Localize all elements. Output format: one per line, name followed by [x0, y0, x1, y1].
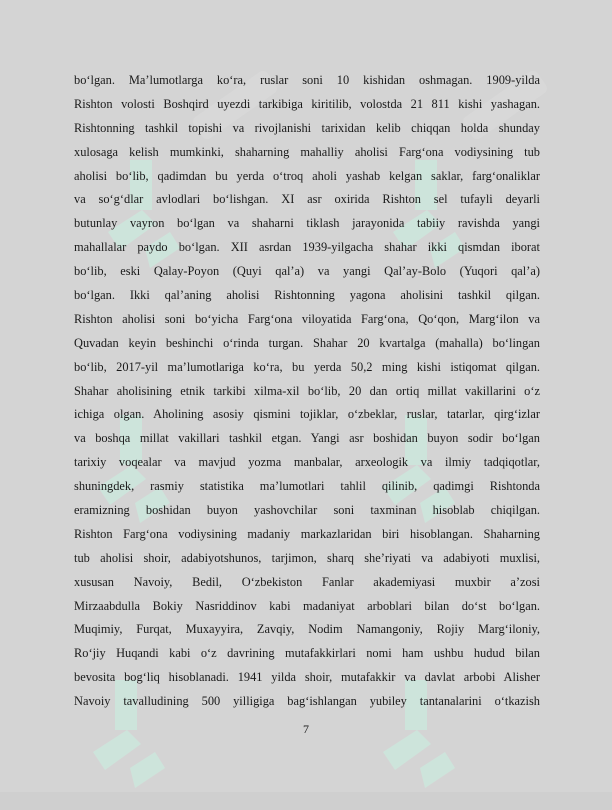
- text-line: bo‘lgan. Ma’lumotlarga ko‘ra, ruslar soni 10 kishidan oshmagan. 1909-yilda: [74, 73, 540, 87]
- text-line: xulosaga kelish mumkinki, shaharning mahalliy aholisi Farg‘ona vodiysining tub: [74, 144, 540, 159]
- text-line: Mirzaabdulla Bokiy Nasriddinov kabi madaniyat arboblari bilan do‘st bo‘lgan.: [74, 598, 540, 613]
- text-line: eramizning boshidan buyon yashovchilar soni taxminan hisoblab chiqilgan.: [74, 503, 540, 518]
- text-line: va so‘g‘dlar avlodlari bo‘lishgan. XI asr oxirida Rishton sel tufayli deyarli: [74, 192, 540, 207]
- text-line: Ro‘jiy Huqandi kabi o‘z davrining mutafakkirlari nomi ham ushbu hudud bilan: [74, 646, 540, 661]
- text-line: tub aholisi shoir, adabiyotshunos, tarjimon, sharq she’riyati va adabiyoti muxlisi,: [74, 550, 540, 565]
- text-line: Navoiy tavalludining 500 yilligiga bag‘ishlangan yubiley tantanalarini o‘tkazish: [74, 694, 540, 709]
- text-line: mahallalar paydo bo‘lgan. XII asrdan 1939-yilgacha shahar ikki qismdan iborat: [74, 240, 540, 255]
- body-text: [74, 69, 540, 714]
- text-line: bo‘lib, 2017-yil ma’lumotlariga ko‘ra, bu yerda 50,2 ming kishi istiqomat qilgan.: [74, 359, 540, 374]
- text-line: Rishton volosti Boshqird uyezdi tarkibiga kiritilib, volostda 21 811 kishi yashagan.: [74, 96, 540, 111]
- text-line: ichiga olgan. Aholining asosiy qismini tojiklar, o‘zbeklar, ruslar, tatarlar, qirg‘izlar: [74, 407, 540, 422]
- text-line: shuningdek, rasmiy statistika ma’lumotlari tahlil qilinib, qadimgi Rishtonda: [74, 479, 540, 494]
- text-line: va boshqa millat vakillari tashkil etgan. Yangi asr boshidan buyon sodir bo‘lgan: [74, 431, 540, 446]
- text-line: Shahar aholisining etnik tarkibi xilma-xil bo‘lib, 20 dan ortiq millat vakillarini o‘z: [74, 383, 540, 398]
- text-line: bo‘lgan. Ikki qal’aning aholisi Rishtonning yagona aholisini tashkil qilgan.: [74, 288, 540, 303]
- text-line: Rishton aholisi soni bo‘yicha Farg‘ona viloyatida Farg‘ona, Qo‘qon, Marg‘ilon va: [74, 311, 540, 326]
- text-line: xususan Navoiy, Bedil, O‘zbekiston Fanlar akademiyasi muxbir a’zosi: [74, 574, 540, 589]
- text-line: butunlay vayron bo‘lgan va shaharni tiklash jarayonida tabiiy ravishda yangi: [74, 216, 540, 231]
- text-line: tarixiy voqealar va mavjud yozma manbalar, arxeologik va ilmiy tadqiqotlar,: [74, 455, 540, 470]
- text-line: Rishtonning tashkil topishi va rivojlanishi tarixidan kelib chiqqan holda shunday: [74, 120, 540, 135]
- text-line: aholisi bo‘lib, qadimdan bu yerda o‘troq aholi yashab kelgan saklar, farg‘onaliklar: [74, 168, 540, 183]
- text-line: bevosita bog‘liq hisoblanadi. 1941 yilda shoir, mutafakkir va davlat arbobi Alisher: [74, 670, 540, 685]
- text-line: Muqimiy, Furqat, Muxayyira, Zavqiy, Nodim Namangoniy, Rojiy Marg‘iloniy,: [74, 622, 540, 637]
- page-number: 7: [303, 722, 309, 736]
- text-line: Quvadan keyin beshinchi o‘rinda turgan. Shahar 20 kvartalga (mahalla) bo‘lingan: [74, 335, 540, 350]
- text-line: Rishton Farg‘ona vodiysining madaniy markazlaridan biri hisoblangan. Shaharning: [74, 526, 540, 541]
- text-line: bo‘lib, eski Qalay-Poyon (Quyi qal’a) va yangi Qal’ay-Bolo (Yuqori qal’a): [74, 264, 540, 279]
